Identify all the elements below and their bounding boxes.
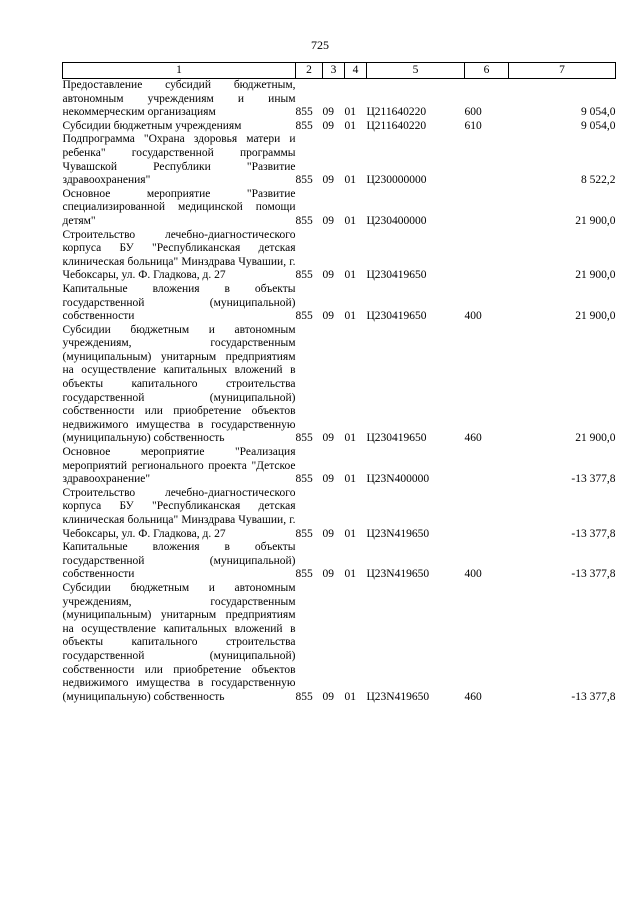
section-code-cell: 09 [322,527,334,540]
page-number: 725 [311,38,329,52]
section-code-cell: 09 [322,690,334,703]
grbs-code-cell: 855 [295,174,313,187]
grbs-code-cell: 855 [295,106,313,119]
column-header: 4 [345,63,367,79]
amount-cell: 21 900,0 [575,310,616,323]
column-header: 5 [367,63,465,79]
expense-type-cell [465,188,509,229]
table-row [63,324,616,446]
row-name-cell: Субсидии бюджетным и автономным учреждениям, государственным (муниципальным) унитарным предприятиям на осуществление капитальных вложений в объекты капитального строительства государственной (муниципальной) собственности или приобретение объектов недвижимого имущества в государственную (муниципальную) собственность [62,323,296,445]
row-name-cell: Строительство лечебно-диагностического корпуса БУ "Республиканская детская клиническая больница" Минздрава Чувашии, г. Чебоксары, ул. Ф. Гладкова, д. 27 [62,486,296,540]
target-article-cell: Ц230400000 [366,214,427,227]
subsection-code-cell: 01 [344,568,356,581]
grbs-code-cell: 855 [295,432,313,445]
grbs-code-cell: 855 [295,214,313,227]
table-row [63,120,616,134]
section-code-cell: 09 [322,174,334,187]
target-article-cell: Ц211640220 [366,106,427,119]
table-row [63,582,616,704]
section-code-cell: 09 [322,568,334,581]
table-row [63,188,616,229]
table-row [63,229,616,283]
expense-type-cell [465,446,509,487]
row-name-cell: Субсидии бюджетным и автономным учреждениям, государственным (муниципальным) унитарным предприятиям на осуществление капитальных вложений в объекты капитального строительства государственной (муниципальной) собственности или приобретение объектов недвижимого имущества в государственную (муниципальную) собственность [62,581,296,703]
subsection-code-cell: 01 [344,269,356,282]
table-row [63,283,616,324]
amount-cell: 21 900,0 [575,432,616,445]
subsection-code-cell: 01 [344,119,356,132]
grbs-code-cell: 855 [295,269,313,282]
subsection-code-cell: 01 [344,310,356,323]
subsection-code-cell: 01 [344,214,356,227]
grbs-code-cell: 855 [295,310,313,323]
expense-type-cell [465,229,509,283]
subsection-code-cell: 01 [344,432,356,445]
target-article-cell: Ц230419650 [366,269,427,282]
amount-cell: -13 377,8 [571,568,616,581]
table-row [63,446,616,487]
subsection-code-cell: 01 [344,690,356,703]
budget-table [62,62,616,704]
row-name-cell: Основное мероприятие "Реализация мероприятий регионального проекта "Детское здравоохранение" [62,446,296,486]
section-code-cell: 09 [322,214,334,227]
expense-type-cell: 610 [464,119,482,132]
amount-cell: 21 900,0 [575,269,616,282]
grbs-code-cell: 855 [295,690,313,703]
target-article-cell: Ц230419650 [366,310,427,323]
grbs-code-cell: 855 [295,568,313,581]
table-row [63,79,616,120]
target-article-cell: Ц23N419650 [366,690,430,703]
grbs-code-cell: 855 [295,119,313,132]
table-row [63,133,616,187]
row-name-cell: Капитальные вложения в объекты государственной (муниципальной) собственности [62,541,296,581]
amount-cell: 9 054,0 [581,119,616,132]
row-name-cell: Предоставление субсидий бюджетным, автономным учреждениям и иным некоммерческим организациям [62,79,296,119]
row-name-cell: Строительство лечебно-диагностического корпуса БУ "Республиканская детская клиническая больница" Минздрава Чувашии, г. Чебоксары, ул. Ф. Гладкова, д. 27 [62,228,296,282]
row-name-cell: Субсидии бюджетным учреждениям [62,119,242,132]
section-code-cell: 09 [322,432,334,445]
target-article-cell: Ц23N419650 [366,527,430,540]
row-name-cell: Капитальные вложения в объекты государственной (муниципальной) собственности [62,282,296,323]
table-row [63,541,616,582]
subsection-code-cell: 01 [344,106,356,119]
expense-type-cell [465,133,509,187]
expense-type-cell: 400 [464,310,482,323]
section-code-cell: 09 [322,310,334,323]
expense-type-cell: 460 [464,690,482,703]
column-header: 1 [63,63,296,79]
target-article-cell: Ц23N419650 [366,568,430,581]
expense-type-cell: 460 [464,432,482,445]
target-article-cell: Ц211640220 [366,119,427,132]
column-header: 6 [465,63,509,79]
column-header: 7 [509,63,616,79]
subsection-code-cell: 01 [344,527,356,540]
amount-cell: 21 900,0 [575,214,616,227]
column-header: 3 [323,63,345,79]
section-code-cell: 09 [322,106,334,119]
row-name-cell: Основное мероприятие "Развитие специализированной медицинской помощи детям" [62,187,296,227]
amount-cell: -13 377,8 [571,527,616,540]
amount-cell: -13 377,8 [571,473,616,486]
amount-cell: 8 522,2 [581,174,616,187]
grbs-code-cell: 855 [295,527,313,540]
target-article-cell: Ц23N400000 [366,473,430,486]
expense-type-cell: 400 [464,568,482,581]
amount-cell: -13 377,8 [571,690,616,703]
grbs-code-cell: 855 [295,473,313,486]
table-row [63,487,616,541]
section-code-cell: 09 [322,473,334,486]
target-article-cell: Ц230000000 [366,174,427,187]
table-body [63,79,616,705]
expense-type-cell: 600 [464,106,482,119]
subsection-code-cell: 01 [344,473,356,486]
row-name-cell: Подпрограмма "Охрана здоровья матери и ребенка" государственной программы Чувашской Республики "Развитие здравоохранения" [62,133,296,187]
amount-cell: 9 054,0 [581,106,616,119]
section-code-cell: 09 [322,269,334,282]
subsection-code-cell: 01 [344,174,356,187]
column-header: 2 [296,63,323,79]
header-row [63,63,616,79]
expense-type-cell [465,487,509,541]
section-code-cell: 09 [322,119,334,132]
target-article-cell: Ц230419650 [366,432,427,445]
